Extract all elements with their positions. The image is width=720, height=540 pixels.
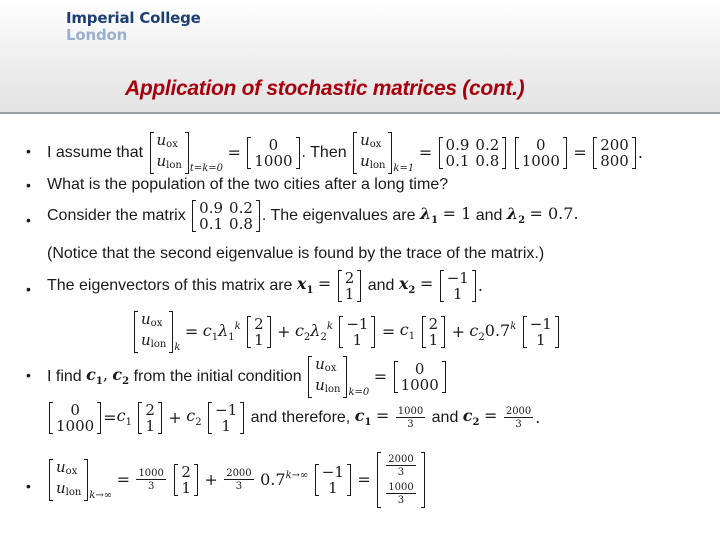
equals: = [227,143,241,162]
equals: = [184,322,199,341]
population-vector-k1: uox ulon [353,132,392,174]
eigenvector-1-b: 2 1 [247,316,271,348]
l5-text1: The eigenvectors of this matrix are [47,277,293,294]
x-1: x [296,274,307,293]
c2-fraction: $\frac{2000}{3}$ [505,406,532,430]
equals: = [419,274,434,293]
slide-title: Application of stochastic matrices (cont.) [125,77,525,100]
c1-fraction-b: $\frac{1000}{3}$ [138,468,164,492]
subscript-k0: t=k=0 [189,163,224,175]
lambda-1-value: = 1 [442,204,472,223]
bullet-symbol: • [26,367,31,383]
population-vector-k0: uox ulon [150,132,189,174]
c1-fraction: $\frac{1000}{3}$ [397,406,424,430]
eigenvector-2-c: −1 1 [523,316,559,348]
l3-and: and [475,207,503,224]
l3-text1: Consider the matrix [47,207,186,224]
eigenvector-2-d: −1 1 [208,402,244,434]
stochastic-matrix: 0.9 0.2 0.1 0.8 [439,137,507,169]
period: . [535,408,541,427]
lambda-2: λ [506,204,519,223]
eigenvector-1-c: 2 1 [422,316,446,348]
equals: = [103,408,117,427]
l7-text1: I find [47,368,82,385]
lambda-2-sub: 2 [518,215,526,226]
l7-text2: from the initial condition [133,368,302,385]
subscript-k1: k=1 [393,163,415,175]
initial-vector-2: 0 1000 [515,137,567,169]
initial-vector-3: 0 1000 [394,361,446,393]
equals: = [357,470,371,489]
stochastic-matrix-2: 0.9 0.2 0.1 0.8 [192,200,260,232]
plus: + [451,322,465,341]
x-2: x [398,274,409,293]
logo-line-2: London [66,26,128,44]
result-vector: 200 800 [593,137,636,169]
equals: = [317,274,332,293]
lambda-1: λ [419,204,432,223]
bullet-symbol: • [26,212,31,228]
bullet-symbol: • [26,177,31,193]
eigenvector-1-d: 2 1 [138,402,162,434]
eigenvector-1-e: 2 1 [174,464,198,496]
population-vector-k0-b: uox ulon [308,356,347,398]
eigenvector-2: −1 1 [440,270,476,302]
logo-line-1: Imperial College [66,9,201,27]
l5-and: and [367,277,395,294]
period: . [637,143,643,162]
equals: = [116,470,130,489]
plus: + [204,470,218,489]
bullet-symbol: • [26,143,31,159]
bullet-symbol: • [26,281,31,297]
header-divider [0,112,720,114]
l8-and: and [431,409,459,426]
l4-text: (Notice that the second eigenvalue is found by the trace of the matrix.) [47,245,545,262]
eigenvector-2-b: −1 1 [339,316,375,348]
equals: = [381,322,396,341]
subscript-k: k [174,342,181,354]
eigenvector-1: 2 1 [338,270,362,302]
equals: = [573,143,587,162]
lambda-1-sub: 1 [431,215,439,226]
population-vector-k: uox ulon [134,311,173,353]
initial-vector-4: 0 1000 [49,402,101,434]
equals: = [373,367,388,386]
l2-text: What is the population of the two cities after a long time? [47,176,449,193]
bullet-symbol: • [26,478,31,494]
x-2-sub: 2 [408,285,416,296]
l1-text2: . Then [301,144,347,161]
x-1-sub: 1 [306,285,314,296]
c2-fraction-b: $\frac{2000}{3}$ [226,468,252,492]
equals: = [418,143,433,162]
plus: + [277,322,291,341]
limit-vector: $\frac{2000}{3}$ $\frac{1000}{3}$ [377,452,424,508]
l3-text2: . The eigenvalues are [261,207,416,224]
lambda-2-value: = 0.7. [529,204,579,223]
eigenvector-2-e: −1 1 [315,464,351,496]
subscript-k-eq-0: k=0 [348,387,370,399]
l8-text1: and therefore, [250,409,351,426]
subscript-k-infinity: k→∞ [89,490,113,502]
period: . [477,276,483,295]
population-vector-limit: uox ulon [49,459,88,501]
initial-vector: 0 1000 [247,137,299,169]
plus: + [168,408,182,427]
l1-text1: I assume that [47,144,144,161]
